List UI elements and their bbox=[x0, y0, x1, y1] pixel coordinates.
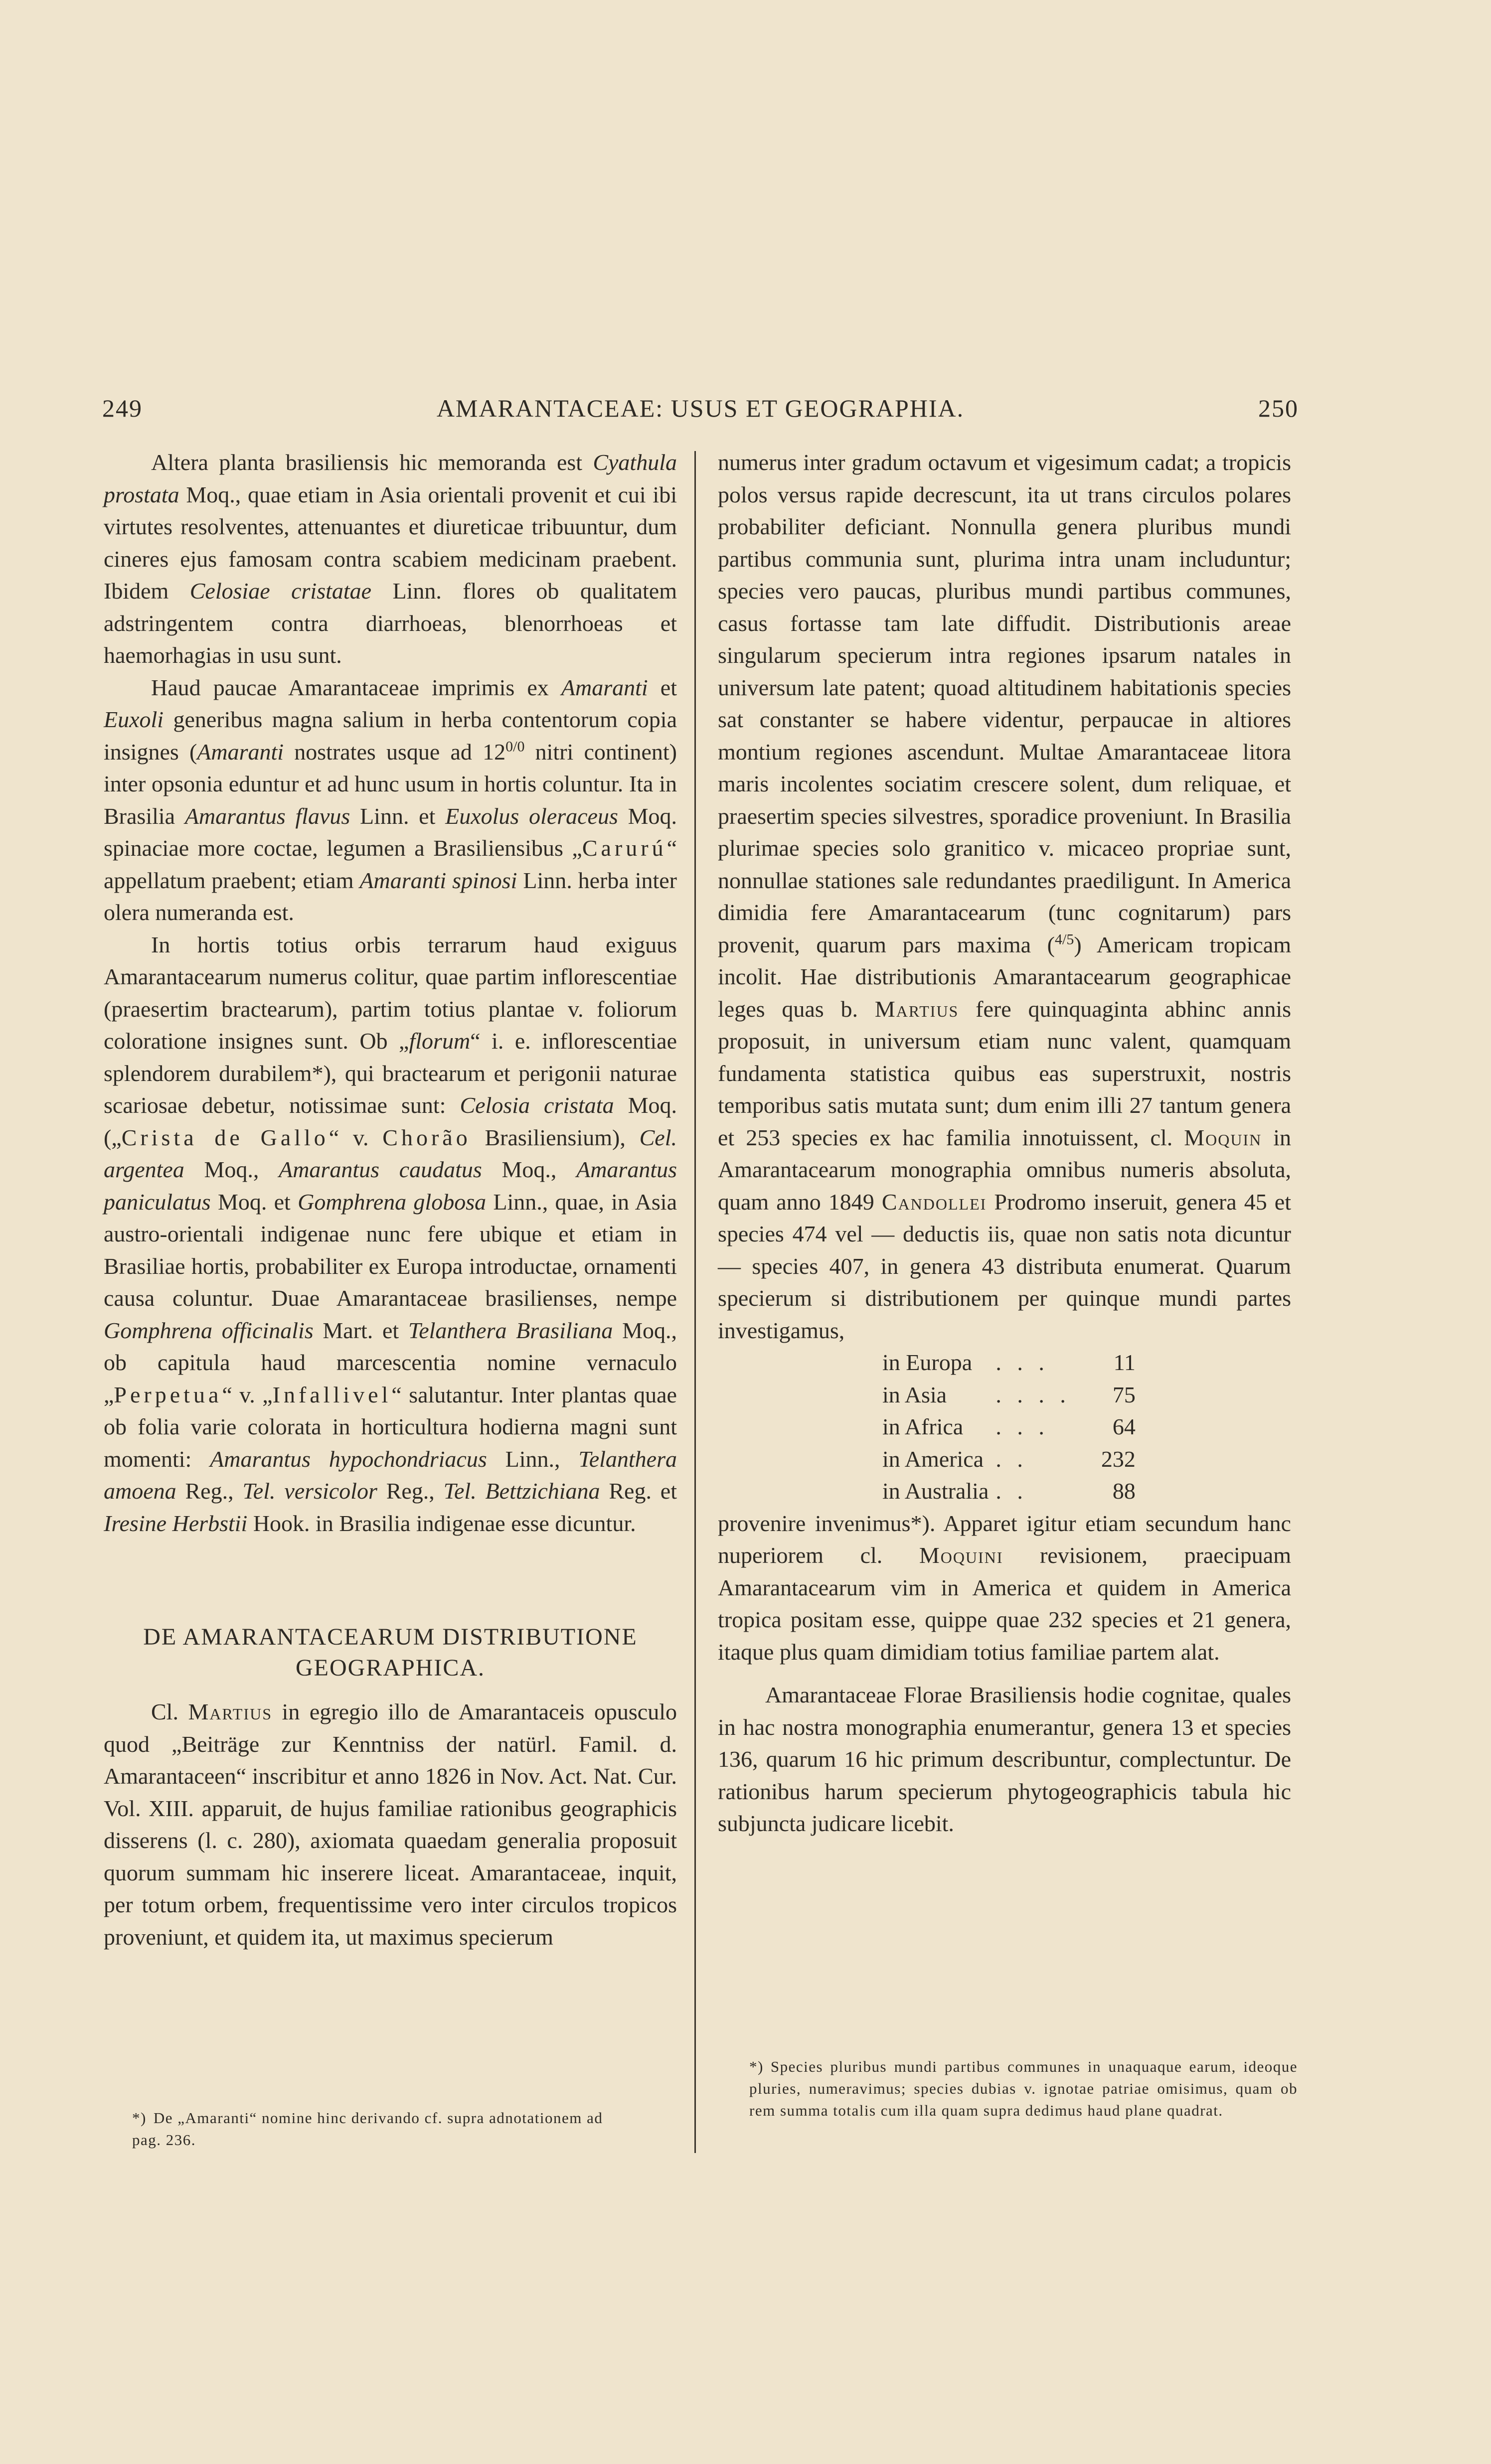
running-header bbox=[102, 394, 1299, 434]
paragraph-amaranti-olera: Haud paucae Amarantaceae imprimis ex Amaranti et Euxoli generibus magna salium in herba contentorum copia insignes (Amaranti nostrates usque ad $12^{0/0}$ nitri continent) inter opsonia eduntur et ad hunc usum in hortis coluntur. Ita in Brasilia Amarantus flavus Linn. et Euxolus oleraceus Moq. spinaciae more coctae, legumen a Brasiliensibus „Carurú“ appellatum praebent; etiam Amaranti spinosi Linn. herba inter olera numeranda est. bbox=[104, 674, 677, 925]
table-row: in Europa . . . 11 bbox=[882, 1350, 1136, 1375]
table-row: in America . . 232 bbox=[882, 1446, 1136, 1472]
footnote-right: *) Species pluribus mundi partibus communes in unaquaque earum, ideoque pluries, numeravimus; species dubias v. ignotae patriae omisimus, quam ob rem summa totalis cum illa quam supra dedimus haud plane quadrat. bbox=[749, 2058, 1298, 2119]
column-divider bbox=[694, 451, 696, 2153]
distribution-table bbox=[718, 1347, 1291, 1508]
table-row: in Africa . . . 64 bbox=[882, 1414, 1136, 1439]
section-heading: DE AMARANTACEARUM DISTRIBUTIONE GEOGRAPHICA. bbox=[143, 1624, 638, 1681]
paragraph-moquini: provenire invenimus*). Apparet igitur etiam secundum hanc nuperiorem cl. Moquini revisionem, praecipuam Amarantacearum vim in America et quidem in America tropica positam esse, quippe quae 232 species et 21 genera, itaque plus quam dimidiam totius familiae partem alat. bbox=[718, 1510, 1291, 1665]
footnote-left: *) De „Amaranti“ nomine hinc derivando cf. supra adnotationem ad pag. 236. bbox=[132, 2109, 603, 2149]
table-row: in Asia . . . . 75 bbox=[882, 1382, 1136, 1407]
paragraph-cyathula: Altera planta brasiliensis hic memoranda est Cyathula prostata Moq., quae etiam in Asia orientali provenit et cui ibi virtutes resolventes, attenuantes et diureticae tribuuntur, dum cineres ejus famosam contra scabiem medicinam praebent. Ibidem Celosiae cristatae Linn. flores ob qualitatem adstringentem contra diarrhoeas, blenorrhoeas et haemorhagias in usu sunt. bbox=[104, 450, 677, 668]
running-title: AMARANTACEAE: USUS ET GEOGRAPHIA. bbox=[436, 394, 965, 422]
page-number-right: 250 bbox=[1258, 394, 1299, 422]
footnote-ref-left: *) bbox=[312, 1060, 331, 1086]
footnote-ref-right: *) bbox=[910, 1510, 930, 1536]
paragraph-hortis: In hortis totius orbis terrarum haud exiguus Amarantacearum numerus colitur, quae partim inflorescentiae (praesertim bractearum), partim totius plantae v. foliorum coloratione insignes sunt. Ob „florum“ i. e. inflorescentiae splendorem durabilem*), qui bractearum et perigonii naturae scariosae debetur, notissimae sunt: Celosia cristata Moq. („Crista de Gallo“ v. Chorão Brasiliensium), Cel. argentea Moq., Amarantus caudatus Moq., Amarantus paniculatus Moq. et Gomphrena globosa Linn., quae, in Asia austro-orientali indigenae nunc fere ubique et etiam in Brasiliae hortis, probabiliter ex Europa introductae, ornamenti causa coluntur. Duae Amarantaceae brasilienses, nempe Gomphrena officinalis Mart. et Telanthera Brasiliana Moq., ob capitula haud marcescentia nomine vernaculo „Perpetua“ v. „Infallivel“ salutantur. Inter plantas quae ob folia varie colorata in horticultura hodierna magni sunt momenti: Amarantus hypochondriacus Linn., Telanthera amoena Reg., Tel. versicolor Reg., Tel. Bettzichiana Reg. et Iresine Herbstii Hook. in Brasilia indigenae esse dicuntur. bbox=[104, 931, 677, 1536]
left-column bbox=[104, 447, 677, 1953]
paragraph-florae: Amarantaceae Florae Brasiliensis hodie cognitae, quales in hac nostra monographia enumerantur, genera 13 et species 136, quarum 16 hic primum describuntur, complectuntur. De rationibus harum specierum phytogeographicis tabula hic subjuncta judicare licebit. bbox=[718, 1682, 1291, 1836]
paragraph-distributio: numerus inter gradum octavum et vigesimum cadat; a tropicis polos versus rapide decrescunt, ita ut trans circulos polares probabiliter deficiant. Nonnulla genera pluribus mundi partibus communia sunt, plurima intra unam includuntur; species vero paucas, pluribus mundi partibus communes, casus fortasse tam late diffudit. Distributionis areae singularum specierum intra regiones ipsarum natales in universum late patent; quoad altitudinem habitationis species sat constanter se habere videntur, perpaucae in altiores montium regiones ascendunt. Multae Amarantaceae litora maris incolentes sociatim crescere solent, dum reliquae, et praesertim species silvestres, sporadice proveniunt. In Brasilia plurimae species solo granitico v. micaceo propriae sunt, nonnullae stationes sale redundantes praediligunt. In America dimidia fere Amarantacearum (tunc cognitarum) pars provenit, quarum pars maxima ($^{4/5}$) Americam tropicam incolit. Hae distributionis Amarantacearum geographicae leges quas b. Martius fere quinquaginta abhinc annis proposuit, in universum etiam nunc valent, quamquam fundamenta statistica quibus eas superstruxit, nostris temporibus satis mutata sunt; dum enim illi 27 tantum genera et 253 species ex hac familia innotuissent, cl. Moquin in Amarantacearum monographia omnibus numeris absoluta, quam anno 1849 Candollei Prodromo inseruit, genera 45 et species 474 vel — deductis iis, quae non satis nota dicuntur — species 407, in genera 43 distributa enumerat. Quarum specierum si distributionem per quinque mundi partes investigamus, bbox=[718, 450, 1292, 1343]
paragraph-martius: Cl. Martius in egregio illo de Amarantaceis opusculo quod „Beiträge zur Kenntniss der natürl. Famil. d. Amarantaceen“ inscribitur et anno 1826 in Nov. Act. Nat. Cur. Vol. XIII. apparuit, de hujus familiae rationibus geographicis disserens (l. c. 280), axiomata quaedam generalia proposuit quorum summam hic inserere liceat. Amarantaceae, inquit, per totum orbem, frequentissime vero inter circulos tropicos proveniunt, et quidem ita, ut maximus specierum bbox=[104, 1699, 677, 1950]
table-row: in Australia . . 88 bbox=[882, 1478, 1136, 1504]
page-number-left: 249 bbox=[102, 394, 143, 422]
right-column bbox=[718, 447, 1291, 1840]
